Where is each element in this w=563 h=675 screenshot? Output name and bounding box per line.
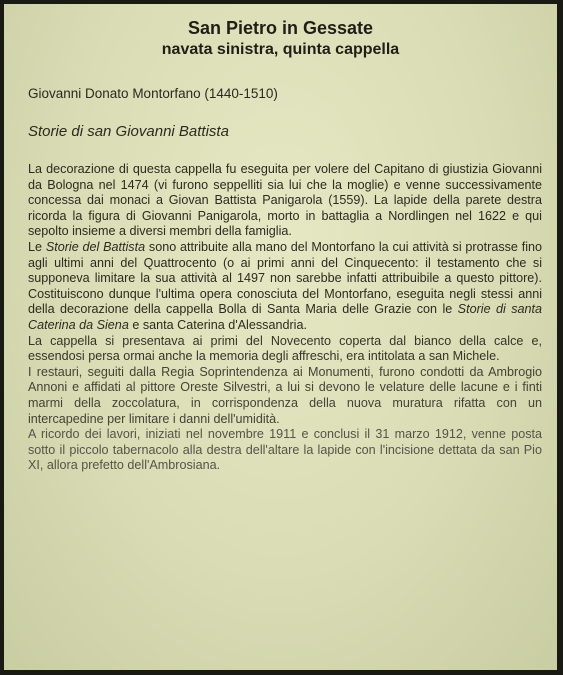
- author-line: Giovanni Donato Montorfano (1440-1510): [28, 86, 278, 101]
- italic-title: Storie di santa Caterina da Siena: [28, 302, 542, 332]
- info-panel: [4, 4, 557, 670]
- body-paragraph: [28, 334, 542, 365]
- paragraph-text: e santa Caterina d'Alessandria.: [128, 317, 307, 332]
- body-paragraph: [28, 162, 542, 240]
- page-subtitle: navata sinistra, quinta cappella: [161, 41, 400, 58]
- paragraph-text: I restauri, seguiti dalla Regia Soprintendenza ai Monumenti, furono condotti da Ambrogio Annoni e affidati al pittore Oreste Silvestri, a lui si devono le velature delle lacune e i finti marmi della zoccolatura, in corrispondenza della nuova muratura rifatta con un intercapedine per limitare i danni dell'umidità.: [28, 364, 542, 426]
- body-paragraph: [28, 427, 542, 474]
- paragraph-text: La cappella si presentava ai primi del Novecento coperta dal bianco della calce e, essendosi persa ormai anche la memoria degli affreschi, era intitolata a san Michele.: [28, 333, 542, 364]
- paragraph-text: La decorazione di questa cappella fu eseguita per volere del Capitano di giustizia Giovanni da Bologna nel 1474 (vi furono seppelliti sia lui che la moglie) e venne successivamente concessa dai monaci a Giovan Battista Panigarola (1559). La lapide della parete destra ricorda la figura di Giovanni Panigarola, morto in battaglia a Nordlingen nel 1622 e qui sepolto insieme a diversi membri della famiglia.: [28, 162, 542, 239]
- paragraph-text: Le: [28, 239, 46, 254]
- page-title: San Pietro in Gessate: [187, 18, 374, 38]
- paragraph-text: sono attribuite alla mano del Montorfano la cui attività si protrasse fino agli ultimi anni del Quattrocento (o ai primi anni del Cinquecento: il testamento che si supponeva limitare la sua attività al 1497 non sarebbe infatti attribuibile a questo pittore). Costituiscono dunque l'ultima opera conosciuta del Montorfano, eseguita negli stessi anni della decorazione della cappella Bolla di Santa Maria delle Grazie con le: [28, 239, 543, 317]
- paragraph-text: A ricordo dei lavori, iniziati nel novembre 1911 e conclusi il 31 marzo 1912, venne posta sotto il piccolo tabernacolo alla destra dell'altare la lapide con l'incisione dettata da san Pio XI, allora prefetto dell'Ambrosiana.: [28, 427, 542, 473]
- body-text: [28, 162, 542, 474]
- italic-title: Storie del Battista: [45, 239, 146, 254]
- work-title: Storie di san Giovanni Battista: [28, 123, 229, 140]
- body-paragraph: [28, 240, 542, 334]
- body-paragraph: [28, 365, 542, 427]
